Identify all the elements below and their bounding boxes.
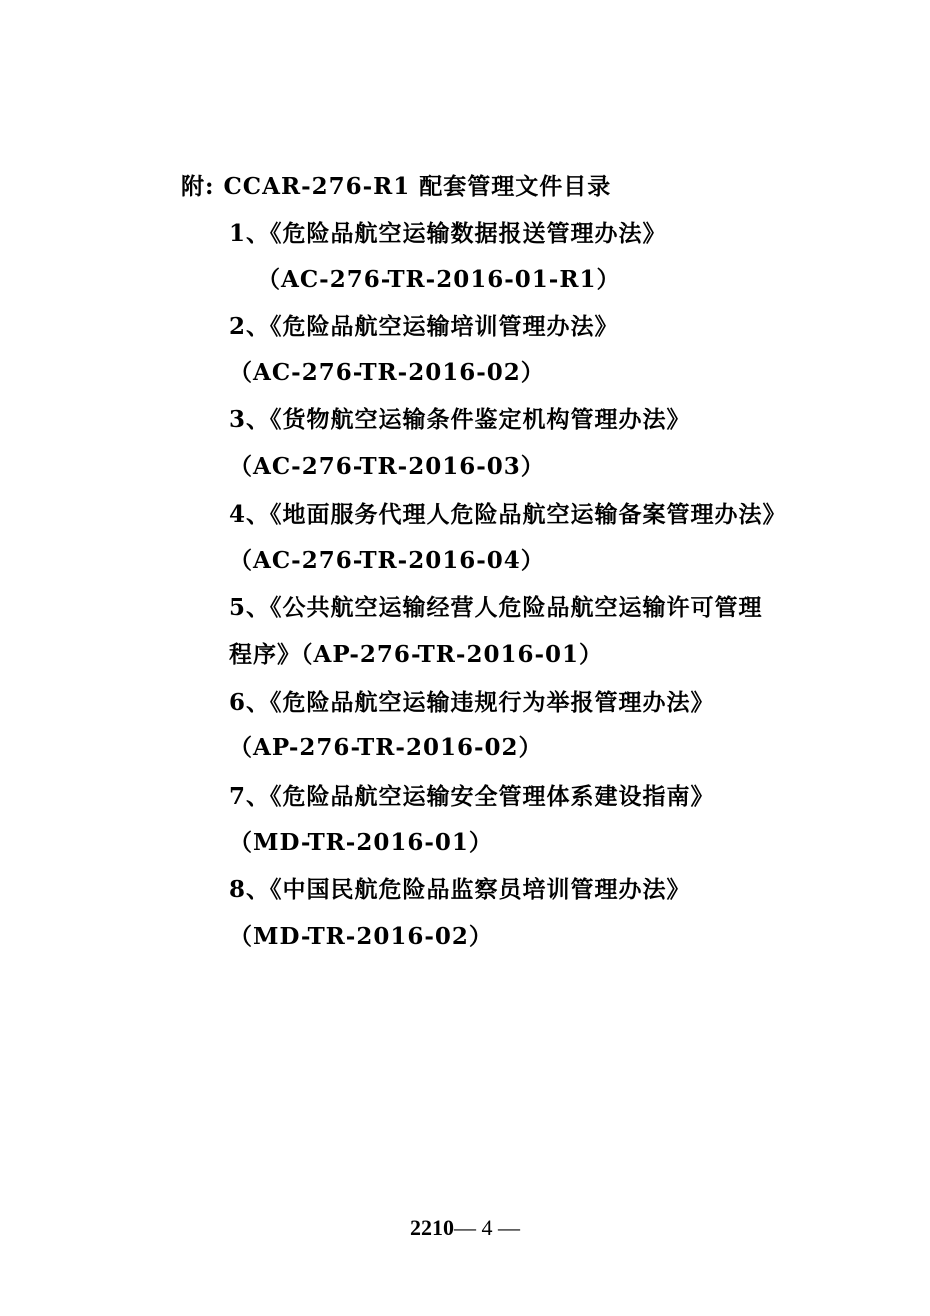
item-8-title: 8、《中国民航危险品监察员培训管理办法》 bbox=[229, 876, 691, 903]
appendix-heading: 附: CCAR-276-R1 配套管理文件目录 bbox=[181, 173, 612, 200]
item-8-code: （MD-TR-2016-02） bbox=[229, 923, 493, 950]
item-6-code: （AP-276-TR-2016-02） bbox=[229, 734, 543, 761]
page-number: — 4 — bbox=[454, 1215, 520, 1240]
item-4-title: 4、《地面服务代理人危险品航空运输备案管理办法》 bbox=[229, 501, 787, 528]
item-2-code: （AC-276-TR-2016-02） bbox=[229, 359, 545, 386]
document-number: 2210 bbox=[410, 1215, 454, 1240]
item-4-code: （AC-276-TR-2016-04） bbox=[229, 547, 545, 574]
item-5-code: 程序》（AP-276-TR-2016-01） bbox=[229, 641, 604, 668]
item-7-code: （MD-TR-2016-01） bbox=[229, 829, 493, 856]
page-footer bbox=[0, 1213, 930, 1243]
item-1-title: 1、《危险品航空运输数据报送管理办法》 bbox=[229, 220, 667, 247]
item-2-title: 2、《危险品航空运输培训管理办法》 bbox=[229, 313, 619, 340]
item-7-title: 7、《危险品航空运输安全管理体系建设指南》 bbox=[229, 783, 715, 810]
item-3-code: （AC-276-TR-2016-03） bbox=[229, 453, 545, 480]
item-6-title: 6、《危险品航空运输违规行为举报管理办法》 bbox=[229, 689, 715, 716]
item-1-code: （AC-276-TR-2016-01-R1） bbox=[257, 266, 621, 293]
item-5-title: 5、《公共航空运输经营人危险品航空运输许可管理 bbox=[229, 594, 763, 621]
item-3-title: 3、《货物航空运输条件鉴定机构管理办法》 bbox=[229, 406, 691, 433]
